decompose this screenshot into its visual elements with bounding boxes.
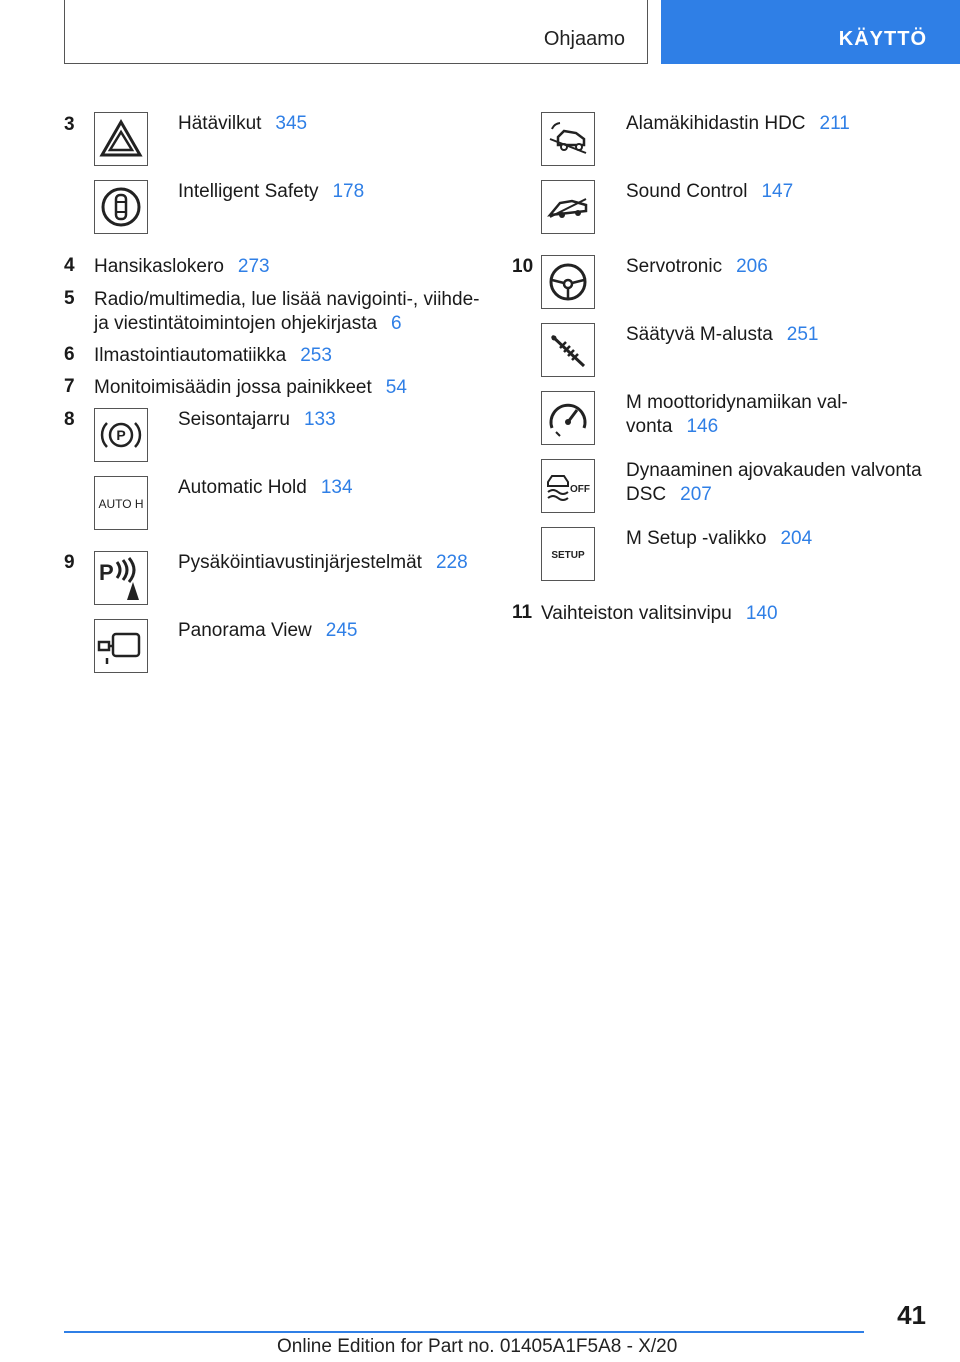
engine-dynamics-gauge-icon (541, 391, 595, 445)
page-link[interactable]: 251 (786, 324, 819, 345)
page-link[interactable]: 133 (303, 409, 336, 430)
entry-radio-multimedia (94, 288, 479, 336)
chapter-title: KÄYTTÖ (838, 28, 927, 50)
parking-brake-icon (94, 408, 148, 462)
entry-label: Servotronic (626, 256, 723, 277)
entry-glovebox (94, 255, 270, 279)
entry-m-setup (626, 527, 812, 551)
entry-adaptive-suspension (626, 323, 819, 347)
entry-gear-selector (541, 602, 778, 626)
item-number-9: 9 (64, 552, 75, 573)
entry-label: Monitoimisäädin jossa painikkeet (94, 377, 372, 398)
entry-intelligent-safety (178, 180, 364, 204)
entry-engine-dynamics (626, 391, 848, 439)
svg-text:P: P (99, 560, 114, 585)
item-number-5: 5 (64, 288, 75, 309)
panorama-view-icon (94, 619, 148, 673)
item-number-7: 7 (64, 376, 75, 397)
page-link[interactable]: 207 (680, 484, 712, 505)
item-number-4: 4 (64, 255, 75, 276)
adaptive-suspension-icon (541, 323, 595, 377)
item-number-10: 10 (512, 256, 534, 277)
entry-label-line2: DSC (626, 484, 667, 505)
entry-label: Säätyvä M-alusta (626, 324, 773, 345)
footer-edition-text: Online Edition for Part no. 01405A1F5A8 - X/20 (277, 1336, 678, 1357)
entry-park-assist (178, 551, 468, 575)
svg-text:P: P (116, 427, 126, 443)
steering-wheel-icon (541, 255, 595, 309)
page-link[interactable]: 147 (761, 181, 794, 202)
item-number-8: 8 (64, 409, 75, 430)
hill-descent-control-icon (541, 112, 595, 166)
entry-label: M Setup -valikko (626, 528, 767, 549)
page-link[interactable]: 146 (686, 416, 719, 437)
entry-label: Ilmastointiautomatiikka (94, 345, 287, 366)
sound-control-icon (541, 180, 595, 234)
entry-label: Pysäköintiavustinjärjestelmät (178, 552, 422, 573)
entry-hill-descent-control (626, 112, 850, 136)
entry-label: Intelligent Safety (178, 181, 319, 202)
page-link[interactable]: 245 (325, 620, 358, 641)
entry-label-line2: vonta (626, 416, 673, 437)
header-section-box (64, 0, 648, 64)
entry-label-line1: Dynaaminen ajovakauden valvonta (626, 460, 922, 481)
footer-divider (64, 1331, 864, 1333)
page-link[interactable]: 54 (385, 377, 407, 398)
entry-hazard-lights (178, 112, 307, 136)
entry-automatic-hold (178, 476, 353, 500)
page-number: 41 (897, 1300, 926, 1330)
auto-hold-icon-text: AUTO H (98, 497, 144, 511)
auto-hold-icon (94, 476, 148, 530)
entry-label: Panorama View (178, 620, 312, 641)
page-link[interactable]: 253 (300, 345, 332, 366)
page-link[interactable]: 6 (391, 313, 402, 334)
entry-label: Seisontajarru (178, 409, 290, 430)
entry-panorama-view (178, 619, 357, 643)
item-number-3: 3 (64, 114, 75, 135)
m-setup-icon (541, 527, 595, 581)
page-link[interactable]: 345 (275, 113, 308, 134)
entry-label-line1: Radio/multimedia, lue lisää navigointi-, viihde- (94, 289, 480, 310)
page-link[interactable]: 204 (780, 528, 813, 549)
page-link[interactable]: 228 (435, 552, 468, 573)
intelligent-safety-icon (94, 180, 148, 234)
entry-label: Hansikaslokero (94, 256, 224, 277)
entry-label: Vaihteiston valitsinvipu (541, 603, 732, 624)
entry-label: Hätävilkut (178, 113, 262, 134)
entry-climate (94, 344, 332, 368)
entry-steering-wheel-buttons (94, 376, 407, 400)
entry-sound-control (626, 180, 793, 204)
park-distance-control-icon (94, 551, 148, 605)
m-setup-icon-text: SETUP (551, 550, 585, 561)
item-number-6: 6 (64, 344, 75, 365)
entry-label: Alamäkihidastin HDC (626, 113, 806, 134)
page-link[interactable]: 211 (819, 113, 850, 134)
page-link[interactable]: 273 (237, 256, 270, 277)
page-link[interactable]: 134 (320, 477, 353, 498)
entry-parking-brake (178, 408, 336, 432)
header-chapter-tab (661, 0, 960, 64)
dsc-off-icon (541, 459, 595, 513)
entry-servotronic (626, 255, 768, 279)
page-link[interactable]: 206 (736, 256, 768, 277)
item-number-11: 11 (512, 602, 533, 623)
page-link[interactable]: 178 (332, 181, 365, 202)
entry-label-line2: ja viestintätoimintojen ohjekirjasta (94, 313, 378, 334)
entry-label: Automatic Hold (178, 477, 307, 498)
dsc-off-icon-text: OFF (570, 484, 590, 495)
entry-label: Sound Control (626, 181, 748, 202)
hazard-warning-icon (94, 112, 148, 166)
page-link[interactable]: 140 (745, 603, 778, 624)
entry-dsc (626, 459, 922, 507)
entry-label-line1: M moottoridynamiikan val- (626, 392, 848, 413)
section-title: Ohjaamo (543, 28, 625, 50)
